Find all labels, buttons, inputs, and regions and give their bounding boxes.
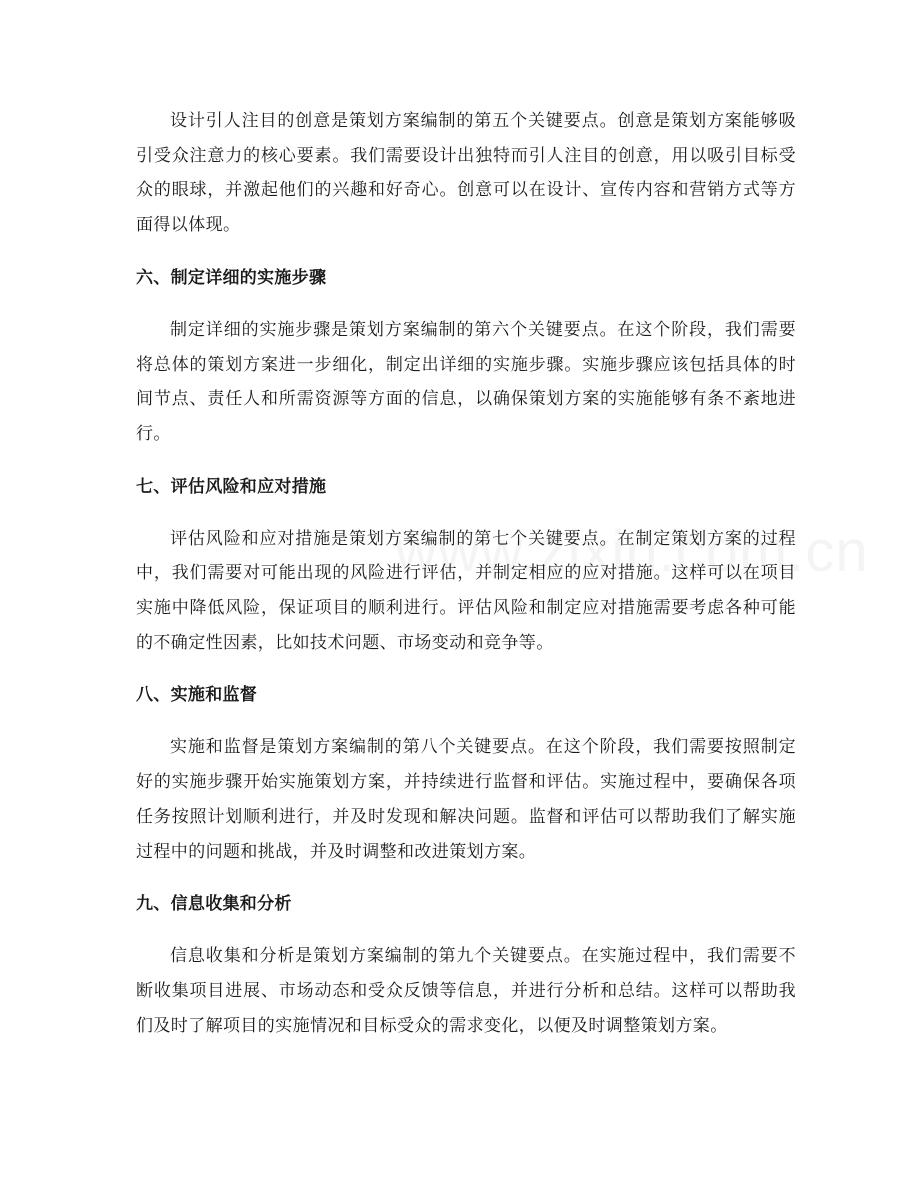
document-body <box>136 104 796 1043</box>
paragraph-section-7: 评估风险和应对措施是策划方案编制的第七个关键要点。在制定策划方案的过程中，我们需要对可能出现的风险进行评估，并制定相应的应对措施。这样可以在项目实施中降低风险，保证项目的顺利进行。评估风险和制定应对措施需要考虑各种可能的不确定性因素，比如技术问题、市场变动和竞争等。 <box>136 528 796 653</box>
paragraph-section-6: 制定详细的实施步骤是策划方案编制的第六个关键要点。在这个阶段，我们需要将总体的策划方案进一步细化，制定出详细的实施步骤。实施步骤应该包括具体的时间节点、责任人和所需资源等方面的信息，以确保策划方案的实施能够有条不紊地进行。 <box>136 319 796 444</box>
heading-section-6: 六、制定详细的实施步骤 <box>136 267 327 288</box>
heading-section-9: 九、信息收集和分析 <box>136 894 292 915</box>
paragraph-creative: 设计引人注目的创意是策划方案编制的第五个关键要点。创意是策划方案能够吸引受众注意力的核心要素。我们需要设计出独特而引人注目的创意，用以吸引目标受众的眼球，并激起他们的兴趣和好奇心。创意可以在设计、宣传内容和营销方式等方面得以体现。 <box>136 111 796 236</box>
paragraph-section-8: 实施和监督是策划方案编制的第八个关键要点。在这个阶段，我们需要按照制定好的实施步骤开始实施策划方案，并持续进行监督和评估。实施过程中，要确保各项任务按照计划顺利进行，并及时发现和解决问题。监督和评估可以帮助我们了解实施过程中的问题和挑战，并及时调整和改进策划方案。 <box>136 737 796 862</box>
heading-section-7: 七、评估风险和应对措施 <box>136 476 327 497</box>
heading-section-8: 八、实施和监督 <box>136 685 258 706</box>
paragraph-section-9: 信息收集和分析是策划方案编制的第九个关键要点。在实施过程中，我们需要不断收集项目进展、市场动态和受众反馈等信息，并进行分析和总结。这样可以帮助我们及时了解项目的实施情况和目标受众的需求变化，以便及时调整策划方案。 <box>136 946 796 1036</box>
